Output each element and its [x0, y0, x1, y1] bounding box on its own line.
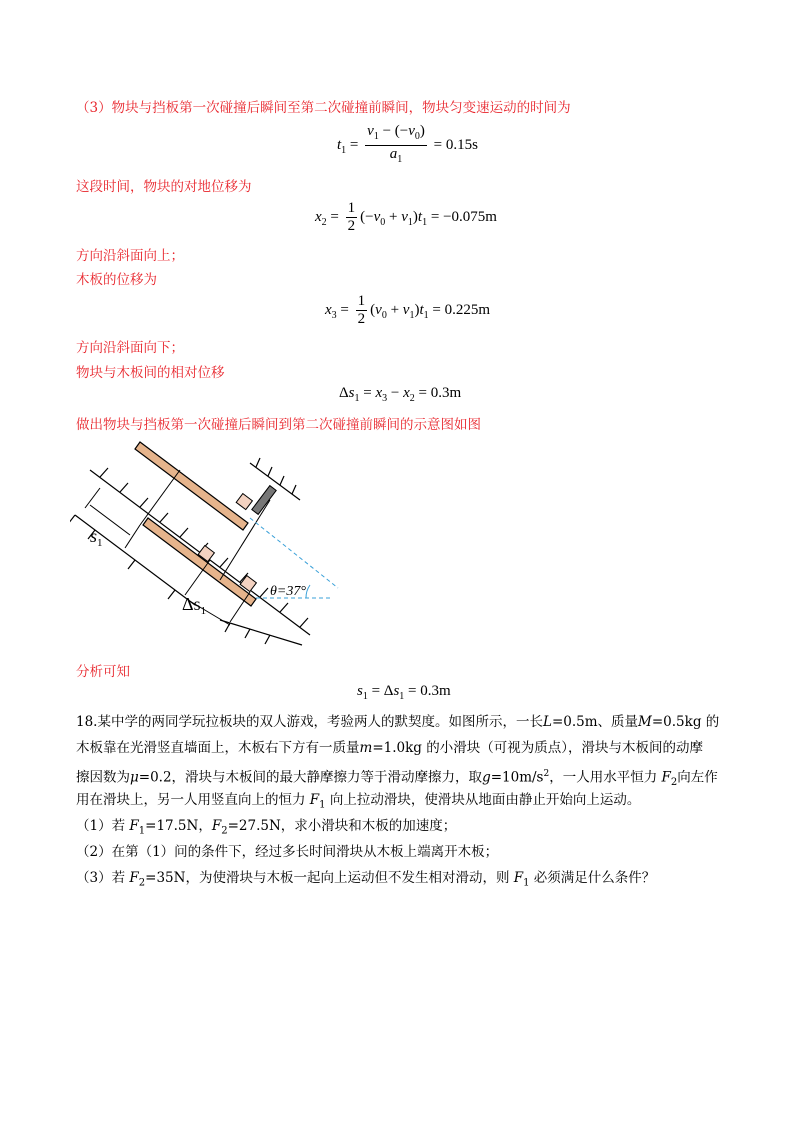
equation-x3: $x_3$ = $\frac{1}{2}$ $(v_0 + v_1)t_1 = 0.225m$ — [325, 293, 491, 327]
incline-diagram — [70, 430, 360, 650]
wall-top — [250, 458, 300, 500]
line-relative-displacement: 物块与木板间的相对位移 — [76, 365, 225, 381]
problem18-q2: （2）在第（1）问的条件下，经过多长时间滑块从木板上端离开木板； — [76, 844, 499, 860]
equation-delta-s1: $\Delta s_1 = x_3 - x_2 = 0.3m$ — [339, 385, 462, 404]
equation-x2: $x_2$ = $\frac{1}{2}$ $(-v_0 + v_1)t_1 = -0.075m$ — [315, 200, 497, 234]
problem18-line1: 18.某中学的两同学玩拉板块的双人游戏，考验两人的默契度。如图所示，一长L=0.5m、质量M=0.5kg 的 — [76, 714, 720, 730]
line-direction-down: 方向沿斜面向下； — [76, 340, 184, 356]
line-direction-up: 方向沿斜面向上； — [76, 248, 184, 264]
part3-intro: （3）物块与挡板第一次碰撞后瞬间至第二次碰撞前瞬间，物块匀变速运动的时间为 — [76, 100, 571, 116]
incline-bottom — [220, 620, 302, 645]
problem18-line3: 擦因数为μ=0.2，滑块与木板间的最大静摩擦力等于滑动摩擦力，取$g=10m/s^2$，一人用水平恒力 $F_2$向左作 — [76, 769, 718, 789]
problem18-line2: 木板靠在光滑竖直墙面上，木板右下方有一质量m=1.0kg 的小滑块（可视为质点），滑块与木板间的动摩 — [76, 740, 703, 756]
line-block-displacement: 这段时间，物块的对地位移为 — [76, 179, 252, 195]
eq2-result: −0.075m — [443, 208, 497, 225]
eq5-result: 0.3m — [420, 683, 451, 699]
line-board-displacement: 木板的位移为 — [76, 272, 157, 288]
angle-arc — [306, 585, 310, 598]
problem18-q3: （3）若 $F_2=35N$，为使滑块与木板一起向上运动但不发生相对滑动，则 $F_1$ 必须满足什么条件？ — [76, 870, 656, 889]
problem18-line4: 用在滑块上，另一人用竖直向上的恒力 $F_1$ 向上拉动滑块，使滑块从地面由静止开始向上运动。 — [76, 792, 641, 811]
block-position-1 — [236, 494, 252, 510]
line-analysis: 分析可知 — [76, 664, 130, 680]
label-delta-s1: $\Delta s_1$ — [182, 594, 207, 617]
angle-label: θ=37° — [270, 584, 306, 599]
eq4-result: 0.3m — [430, 385, 462, 401]
label-s1: $s_1$ — [90, 526, 103, 549]
equation-t1: $t_1$ = $\frac{v_1 - (-v_0)}{a_1}$ = 0.15s — [337, 123, 478, 165]
problem18-q1: （1）若 $F_1=17.5N$，$F_2=27.5N$，求小滑块和木板的加速度； — [76, 818, 457, 837]
eq3-result: 0.225m — [444, 301, 491, 318]
equation-s1: $s_1 = \Delta s_1 = 0.3m$ — [357, 683, 451, 702]
eq1-result: 0.15s — [445, 136, 478, 153]
board-position-2 — [143, 518, 256, 606]
line-figure-intro: 做出物块与挡板第一次碰撞后瞬间到第二次碰撞前瞬间的示意图如图 — [76, 417, 481, 433]
